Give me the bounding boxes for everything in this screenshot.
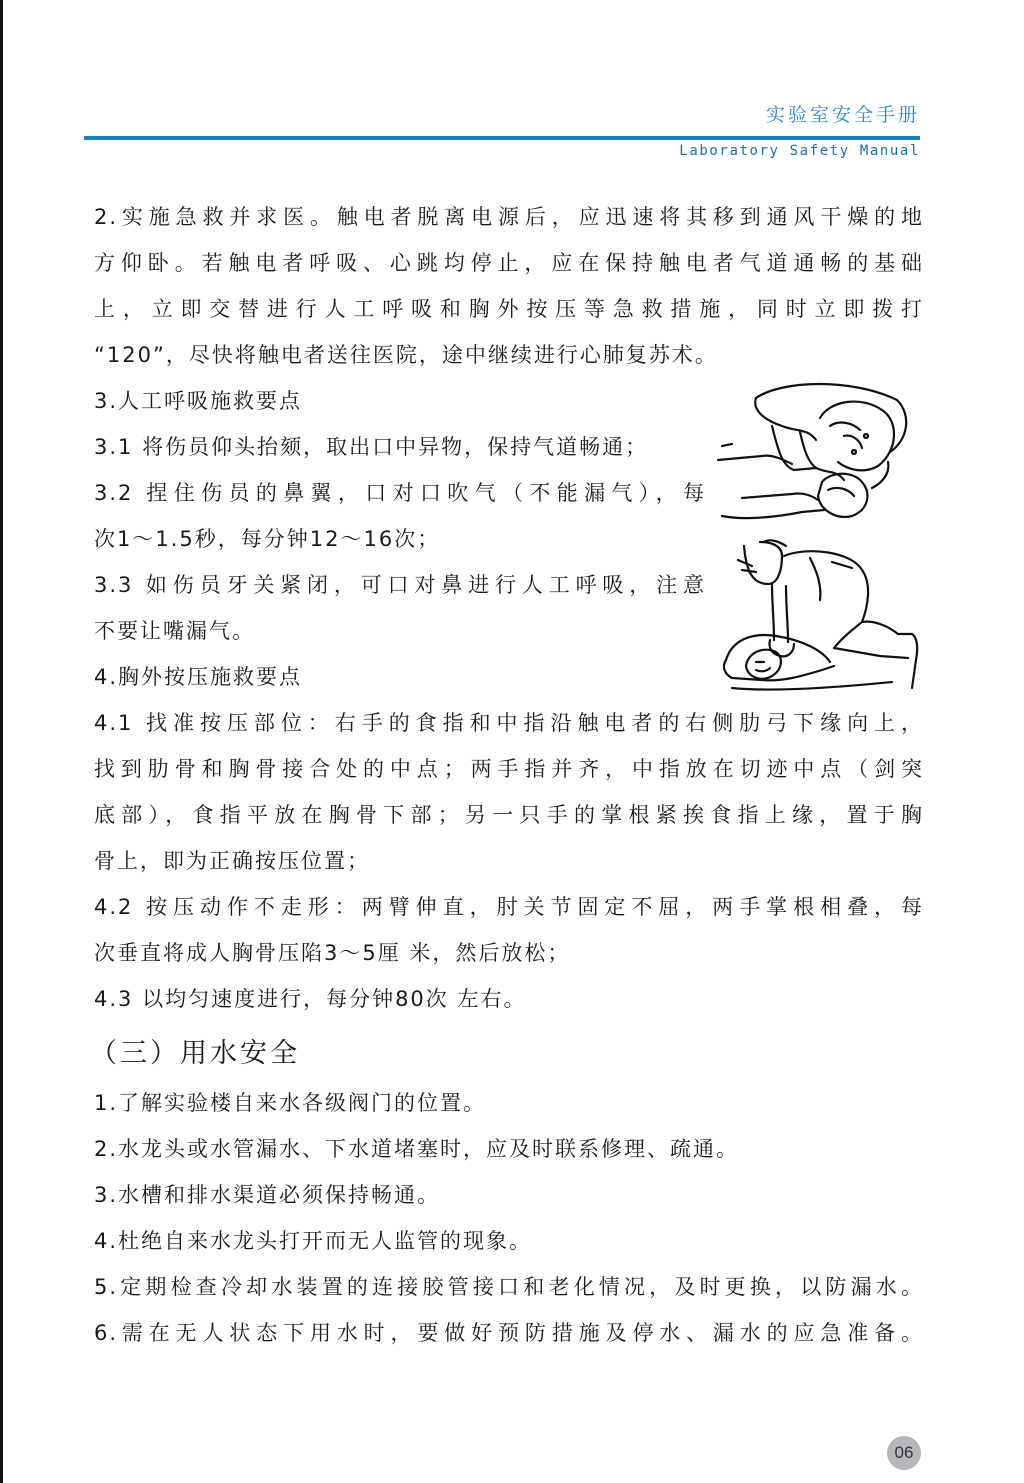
body-line: 3.3 如伤员牙关紧闭，可口对鼻进行人工呼吸，注意 bbox=[94, 573, 706, 597]
header-subtitle: Laboratory Safety Manual bbox=[679, 143, 920, 159]
body-line: 上，立即交替进行人工呼吸和胸外按压等急救措施，同时立即拨打 bbox=[94, 297, 924, 321]
body-line: 底部），食指平放在胸骨下部；另一只手的掌根紧挨食指上缘，置于胸 bbox=[94, 803, 924, 827]
page-number-badge: 06 bbox=[887, 1436, 921, 1470]
mouth-to-mouth-figure bbox=[718, 384, 906, 518]
page-edge bbox=[0, 0, 3, 1483]
body-line: 4.3 以均匀速度进行，每分钟80次 左右。 bbox=[94, 987, 527, 1011]
body-line: 次垂直将成人胸骨压陷3～5厘 米，然后放松； bbox=[94, 941, 571, 965]
water-item: 4.杜绝自来水龙头打开而无人监管的现象。 bbox=[94, 1229, 533, 1253]
cpr-illustration bbox=[712, 370, 926, 696]
water-item: 1.了解实验楼自来水各级阀门的位置。 bbox=[94, 1091, 487, 1115]
header-divider bbox=[84, 136, 920, 140]
body-line: 2.实施急救并求医。触电者脱离电源后，应迅速将其移到通风干燥的地 bbox=[94, 205, 924, 229]
chest-compression-figure bbox=[724, 540, 917, 689]
header-title: 实验室安全手册 bbox=[765, 104, 920, 126]
section-heading-water-safety: （三）用水安全 bbox=[90, 1038, 300, 1069]
body-line: 3.1 将伤员仰头抬颏，取出口中异物，保持气道畅通； bbox=[94, 435, 649, 459]
subheading-chest-compression: 4.胸外按压施救要点 bbox=[94, 665, 303, 689]
body-line: 骨上，即为正确按压位置； bbox=[94, 849, 370, 873]
body-line: 4.2 按压动作不走形：两臂伸直，肘关节固定不屈，两手掌根相叠，每 bbox=[94, 895, 924, 919]
body-line: 方仰卧。若触电者呼吸、心跳均停止，应在保持触电者气道通畅的基础 bbox=[94, 251, 924, 275]
page-content bbox=[90, 194, 924, 1356]
body-line: 找到肋骨和胸骨接合处的中点；两手指并齐，中指放在切迹中点（剑突 bbox=[94, 757, 924, 781]
body-line: 4.1 找准按压部位：右手的食指和中指沿触电者的右侧肋弓下缘向上， bbox=[94, 711, 924, 735]
water-item: 5.定期检查冷却水装置的连接胶管接口和老化情况，及时更换，以防漏水。 bbox=[94, 1275, 924, 1299]
body-line: 不要让嘴漏气。 bbox=[94, 619, 255, 643]
water-item: 3.水槽和排水渠道必须保持畅通。 bbox=[94, 1183, 441, 1207]
body-line: 3.2 捏住伤员的鼻翼，口对口吹气（不能漏气），每 bbox=[94, 481, 706, 505]
subheading-artificial-respiration: 3.人工呼吸施救要点 bbox=[94, 389, 303, 413]
body-line: “120”，尽快将触电者送往医院，途中继续进行心肺复苏术。 bbox=[94, 343, 718, 367]
water-item: 6.需在无人状态下用水时，要做好预防措施及停水、漏水的应急准备。 bbox=[94, 1321, 924, 1345]
water-item: 2.水龙头或水管漏水、下水道堵塞时，应及时联系修理、疏通。 bbox=[94, 1137, 740, 1161]
body-line: 次1～1.5秒，每分钟12～16次； bbox=[94, 527, 441, 551]
